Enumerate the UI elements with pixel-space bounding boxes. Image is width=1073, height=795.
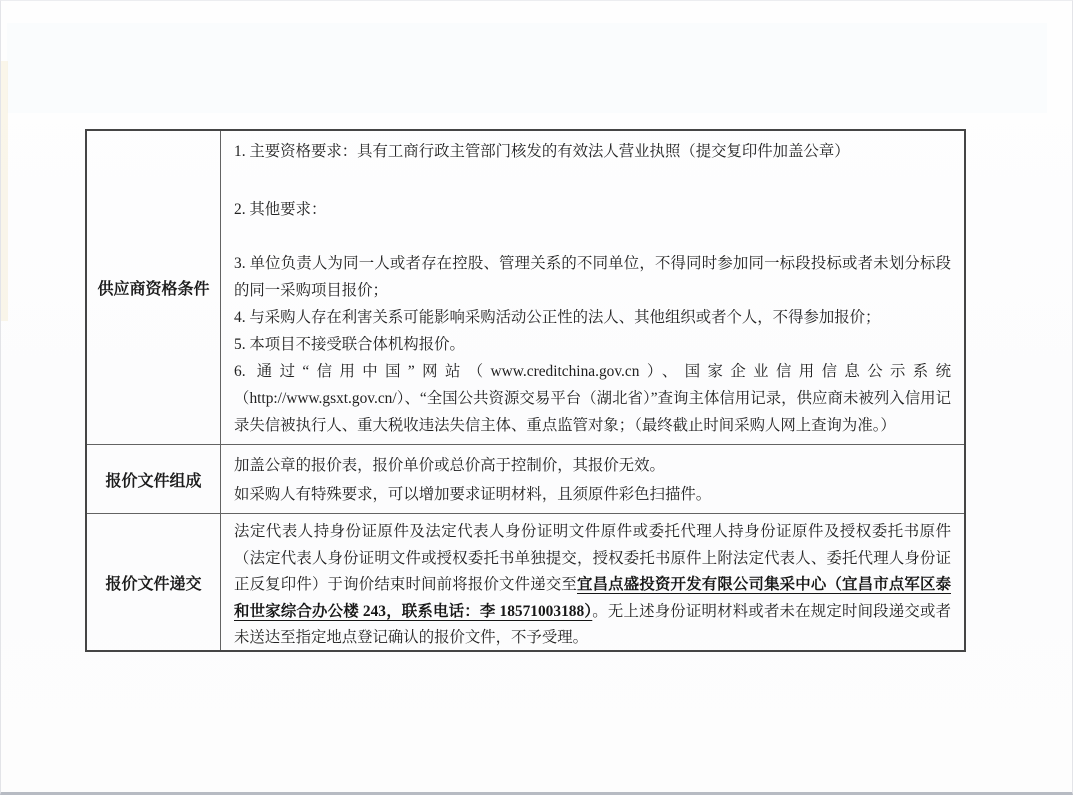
quotation-submission-content (221, 514, 964, 650)
quotation-composition-content (221, 445, 964, 513)
qualification-item-6: 6. 通过“信用中国”网站（www.creditchina.gov.cn）、国家企业信用信息公示系统（http://www.gsxt.gov.cn/）、“全国公共资源交易平台（湖北省）”查询主体信用记录，供应商未被列入信用记录失信被执行人、重大税收违法失信主体、重点监管对象；（最终截止时间采购人网上查询为准。） (234, 363, 951, 434)
row-label: 供应商资格条件 (97, 281, 210, 298)
table-row-quotation-submission (87, 513, 964, 650)
qualification-item-2: 2. 其他要求： (234, 201, 327, 218)
row-header-supplier-qualifications (87, 131, 221, 444)
supplier-qualifications-content (221, 131, 964, 444)
qualification-item-3: 3. 单位负责人为同一人或者存在控股、管理关系的不同单位，不得同时参加同一标段投标或者未划分标段的同一采购项目报价； (234, 255, 951, 299)
submission-text-after: 。无上述身份证明材料或者未在规定时间段递交或者未送达至指定地点登记确认的报价文件，不予受理。 (234, 602, 951, 646)
procurement-terms-table (85, 129, 966, 652)
scan-artifact-tint (7, 23, 1047, 113)
qualification-item-4: 4. 与采购人存在利害关系可能影响采购活动公正性的法人、其他组织或者个人，不得参加报价； (234, 309, 881, 326)
composition-line-2: 如采购人有特殊要求，可以增加要求证明材料，且须原件彩色扫描件。 (234, 486, 712, 503)
qualification-item-1: 1. 主要资格要求：具有工商行政主管部门核发的有效法人营业执照（提交复印件加盖公章） (234, 143, 850, 160)
scan-artifact-tint (1, 61, 8, 321)
table-row-supplier-qualifications (87, 131, 964, 444)
submission-paragraph (234, 519, 951, 650)
qualification-item-5: 5. 本项目不接受联合体机构报价。 (234, 336, 465, 353)
row-label: 报价文件组成 (105, 472, 202, 490)
row-header-quotation-composition (87, 445, 221, 513)
table-row-quotation-composition (87, 444, 964, 513)
composition-line-1: 加盖公章的报价表，报价单价或总价高于控制价，其报价无效。 (234, 457, 665, 474)
submission-address-highlight: 宜昌点盛投资开发有限公司集采中心（宜昌市点军区泰和世家综合办公楼 243，联系电话：李 18571003188） (234, 576, 951, 620)
submission-text-before: 法定代表人持身份证原件及法定代表人身份证明文件原件或委托代理人持身份证原件及授权委托书原件（法定代表人身份证明文件或授权委托书单独提交，授权委托书原件上附法定代表人、委托代理人身份证正反复印件）于询价结束时间前将报价文件递交至 (234, 523, 951, 593)
row-label: 报价文件递交 (105, 575, 202, 593)
row-header-quotation-submission (87, 514, 221, 650)
